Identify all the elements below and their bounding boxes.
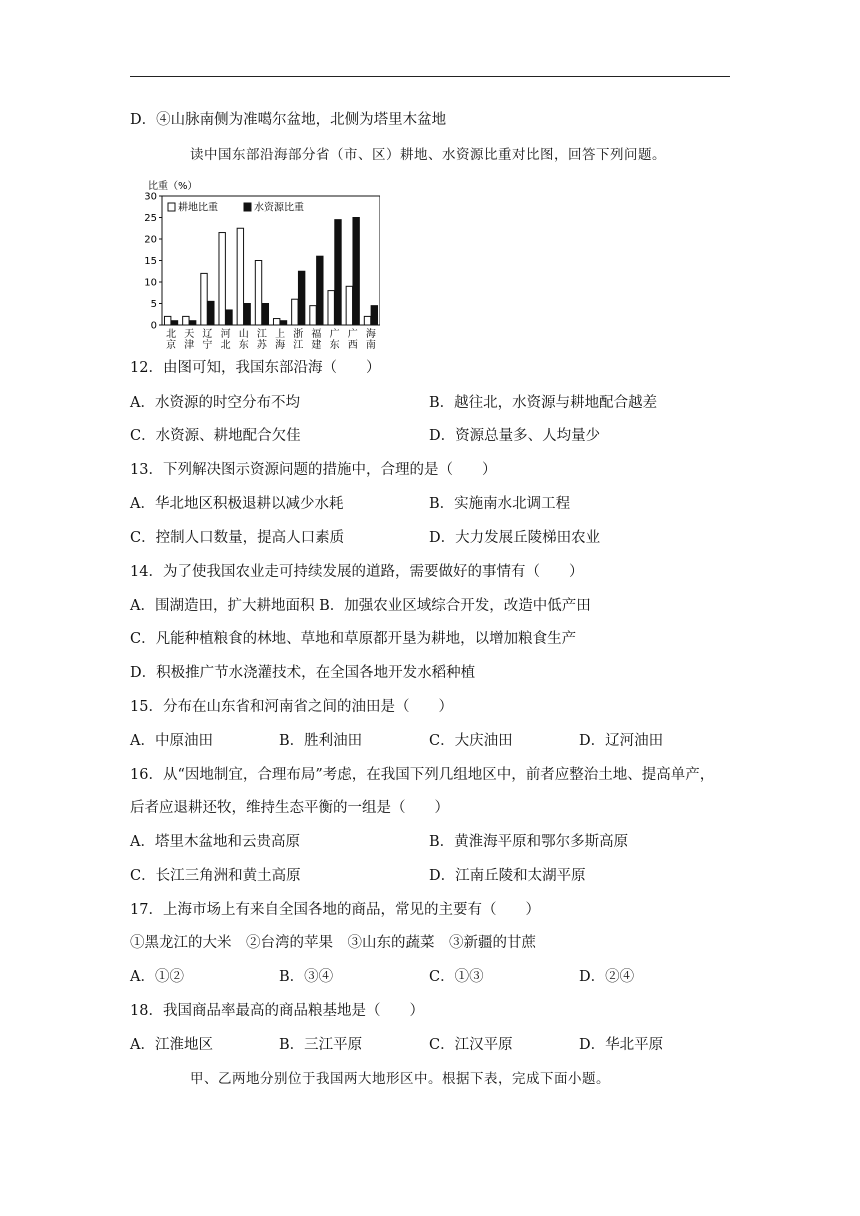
bar-water-5 [262,304,268,326]
bar-water-6 [280,321,286,325]
x-tick-label-4: 山 [238,329,249,340]
q16-option-d[interactable]: D．江南丘陵和太湖平原 [429,868,586,884]
q14-option-c[interactable]: C．凡能种植粮食的林地、草地和草原都开垦为耕地，以增加粮食生产 [130,631,577,647]
q16-option-c[interactable]: C．长江三角洲和黄土高原 [130,868,301,884]
x-tick-label-1: 津 [184,340,195,351]
q15-option-c[interactable]: C．大庆油田 [429,733,513,749]
legend-label-water: 水资源比重 [254,202,304,214]
x-tick-label-11: 南 [365,340,376,351]
bar-cultivated-9 [328,291,334,325]
x-tick-label-5: 苏 [256,340,267,351]
bar-water-1 [189,321,195,325]
bar-water-11 [371,306,377,325]
x-tick-label-6: 上 [275,329,286,340]
x-tick-label-5: 江 [256,329,267,340]
x-tick-label-6: 海 [275,340,286,351]
q18-stem: 18．我国商品率最高的商品粮基地是（ ） [130,1003,424,1019]
x-tick-label-3: 北 [220,340,231,351]
x-tick-label-8: 建 [311,340,322,351]
q15-option-d[interactable]: D．辽河油田 [579,733,664,749]
q12-option-a[interactable]: A．水资源的时空分布不均 [130,395,300,411]
q17-option-b[interactable]: B．③④ [279,969,334,985]
header-rule [130,76,730,77]
x-tick-label-8: 福 [311,329,322,340]
q16-option-a[interactable]: A．塔里木盆地和云贵高原 [130,834,300,850]
legend-swatch-water [244,203,251,211]
q13-option-c[interactable]: C．控制人口数量，提高人口素质 [130,530,345,546]
bar-cultivated-6 [273,319,279,325]
bar-cultivated-7 [292,299,298,325]
bar-water-7 [298,271,304,325]
q16-stem-cont: 后者应退耕还牧，维持生态平衡的一组是（ ） [130,800,449,816]
y-tick-label: 10 [144,277,157,289]
bar-water-3 [226,310,232,325]
x-tick-label-7: 浙 [293,329,304,340]
bar-water-0 [171,321,177,325]
bar-cultivated-0 [164,316,170,325]
q17-option-c[interactable]: C．①③ [429,969,484,985]
bar-chart [140,176,380,352]
y-tick-label: 25 [144,213,157,224]
q11-option-d: D．④山脉南侧为准噶尔盆地，北侧为塔里木盆地 [130,112,447,128]
bar-water-8 [317,256,323,325]
q17-option-a[interactable]: A．①② [130,969,184,985]
bar-cultivated-10 [346,286,352,325]
bar-water-9 [335,220,341,325]
bar-cultivated-5 [255,261,261,326]
q18-option-b[interactable]: B．三江平原 [279,1037,363,1053]
q12-option-d[interactable]: D．资源总量多、人均量少 [429,428,601,444]
bar-cultivated-1 [183,316,189,325]
q13-option-b[interactable]: B．实施南水北调工程 [429,496,571,512]
q13-option-d[interactable]: D．大力发展丘陵梯田农业 [429,530,601,546]
q18-option-c[interactable]: C．江汉平原 [429,1037,513,1053]
q15-option-b[interactable]: B．胜利油田 [279,733,363,749]
x-tick-label-0: 北 [166,329,177,340]
q17-option-d[interactable]: D．②④ [579,969,635,985]
q17-stem-cont: ①黑龙江的大米 ②台湾的苹果 ③山东的蔬菜 ③新疆的甘蔗 [130,935,536,951]
q14-option-ab[interactable]: A．围湖造田，扩大耕地面积 B．加强农业区域综合开发，改造中低产田 [130,598,591,614]
bar-water-2 [208,301,214,325]
bar-cultivated-4 [237,228,243,325]
q14-stem: 14．为了使我国农业走可持续发展的道路，需要做好的事情有（ ） [130,564,584,580]
q16-stem: 16．从“因地制宜，合理布局”考虑，在我国下列几组地区中，前者应整治土地、提高单产， [130,767,715,783]
x-tick-label-10: 广 [347,329,358,340]
x-tick-label-4: 东 [238,340,249,351]
table-intro: 甲、乙两地分别位于我国两大地形区中。根据下表，完成下面小题。 [190,1071,610,1087]
legend-swatch-cultivated [168,203,175,211]
q12-option-c[interactable]: C．水资源、耕地配合欠佳 [130,428,301,444]
q13-stem: 13．下列解决图示资源问题的措施中，合理的是（ ） [130,462,497,478]
x-tick-label-11: 海 [365,329,376,340]
q15-stem: 15．分布在山东省和河南省之间的油田是（ ） [130,699,453,715]
x-tick-label-9: 东 [329,340,340,351]
x-tick-label-1: 天 [184,329,195,340]
y-axis-label: 比重（%） [148,181,198,192]
x-tick-label-3: 河 [220,329,231,340]
q16-option-b[interactable]: B．黄淮海平原和鄂尔多斯高原 [429,834,629,850]
bar-water-10 [353,218,359,326]
y-tick-label: 15 [144,256,157,267]
x-tick-label-0: 京 [166,340,177,351]
chart-intro: 读中国东部沿海部分省（市、区）耕地、水资源比重对比图，回答下列问题。 [190,147,666,163]
q14-option-d[interactable]: D．积极推广节水浇灌技术，在全国各地开发水稻种植 [130,665,476,681]
y-tick-label: 0 [150,320,157,332]
q12-stem: 12．由图可知，我国东部沿海（ ） [130,360,381,376]
q13-option-a[interactable]: A．华北地区积极退耕以减少水耗 [130,496,344,512]
legend [168,201,304,214]
y-tick-label: 20 [144,234,157,246]
x-tick-label-9: 广 [329,329,340,340]
bar-cultivated-8 [310,306,316,325]
x-tick-label-2: 辽 [202,329,213,340]
q12-option-b[interactable]: B．越往北，水资源与耕地配合越差 [429,395,658,411]
x-tick-label-10: 西 [347,340,358,351]
x-tick-label-2: 宁 [202,340,213,351]
y-tick-label: 30 [144,191,157,203]
x-tick-label-7: 江 [293,340,304,351]
bar-water-4 [244,304,250,326]
legend-label-cultivated: 耕地比重 [178,202,218,214]
q17-stem: 17．上海市场上有来自全国各地的商品，常见的主要有（ ） [130,902,540,918]
bar-cultivated-3 [219,233,225,325]
q18-option-a[interactable]: A．江淮地区 [130,1037,213,1053]
q18-option-d[interactable]: D．华北平原 [579,1037,664,1053]
q15-option-a[interactable]: A．中原油田 [130,733,213,749]
bar-cultivated-2 [201,273,207,325]
bar-cultivated-11 [364,316,370,325]
y-tick-label: 5 [150,299,157,310]
